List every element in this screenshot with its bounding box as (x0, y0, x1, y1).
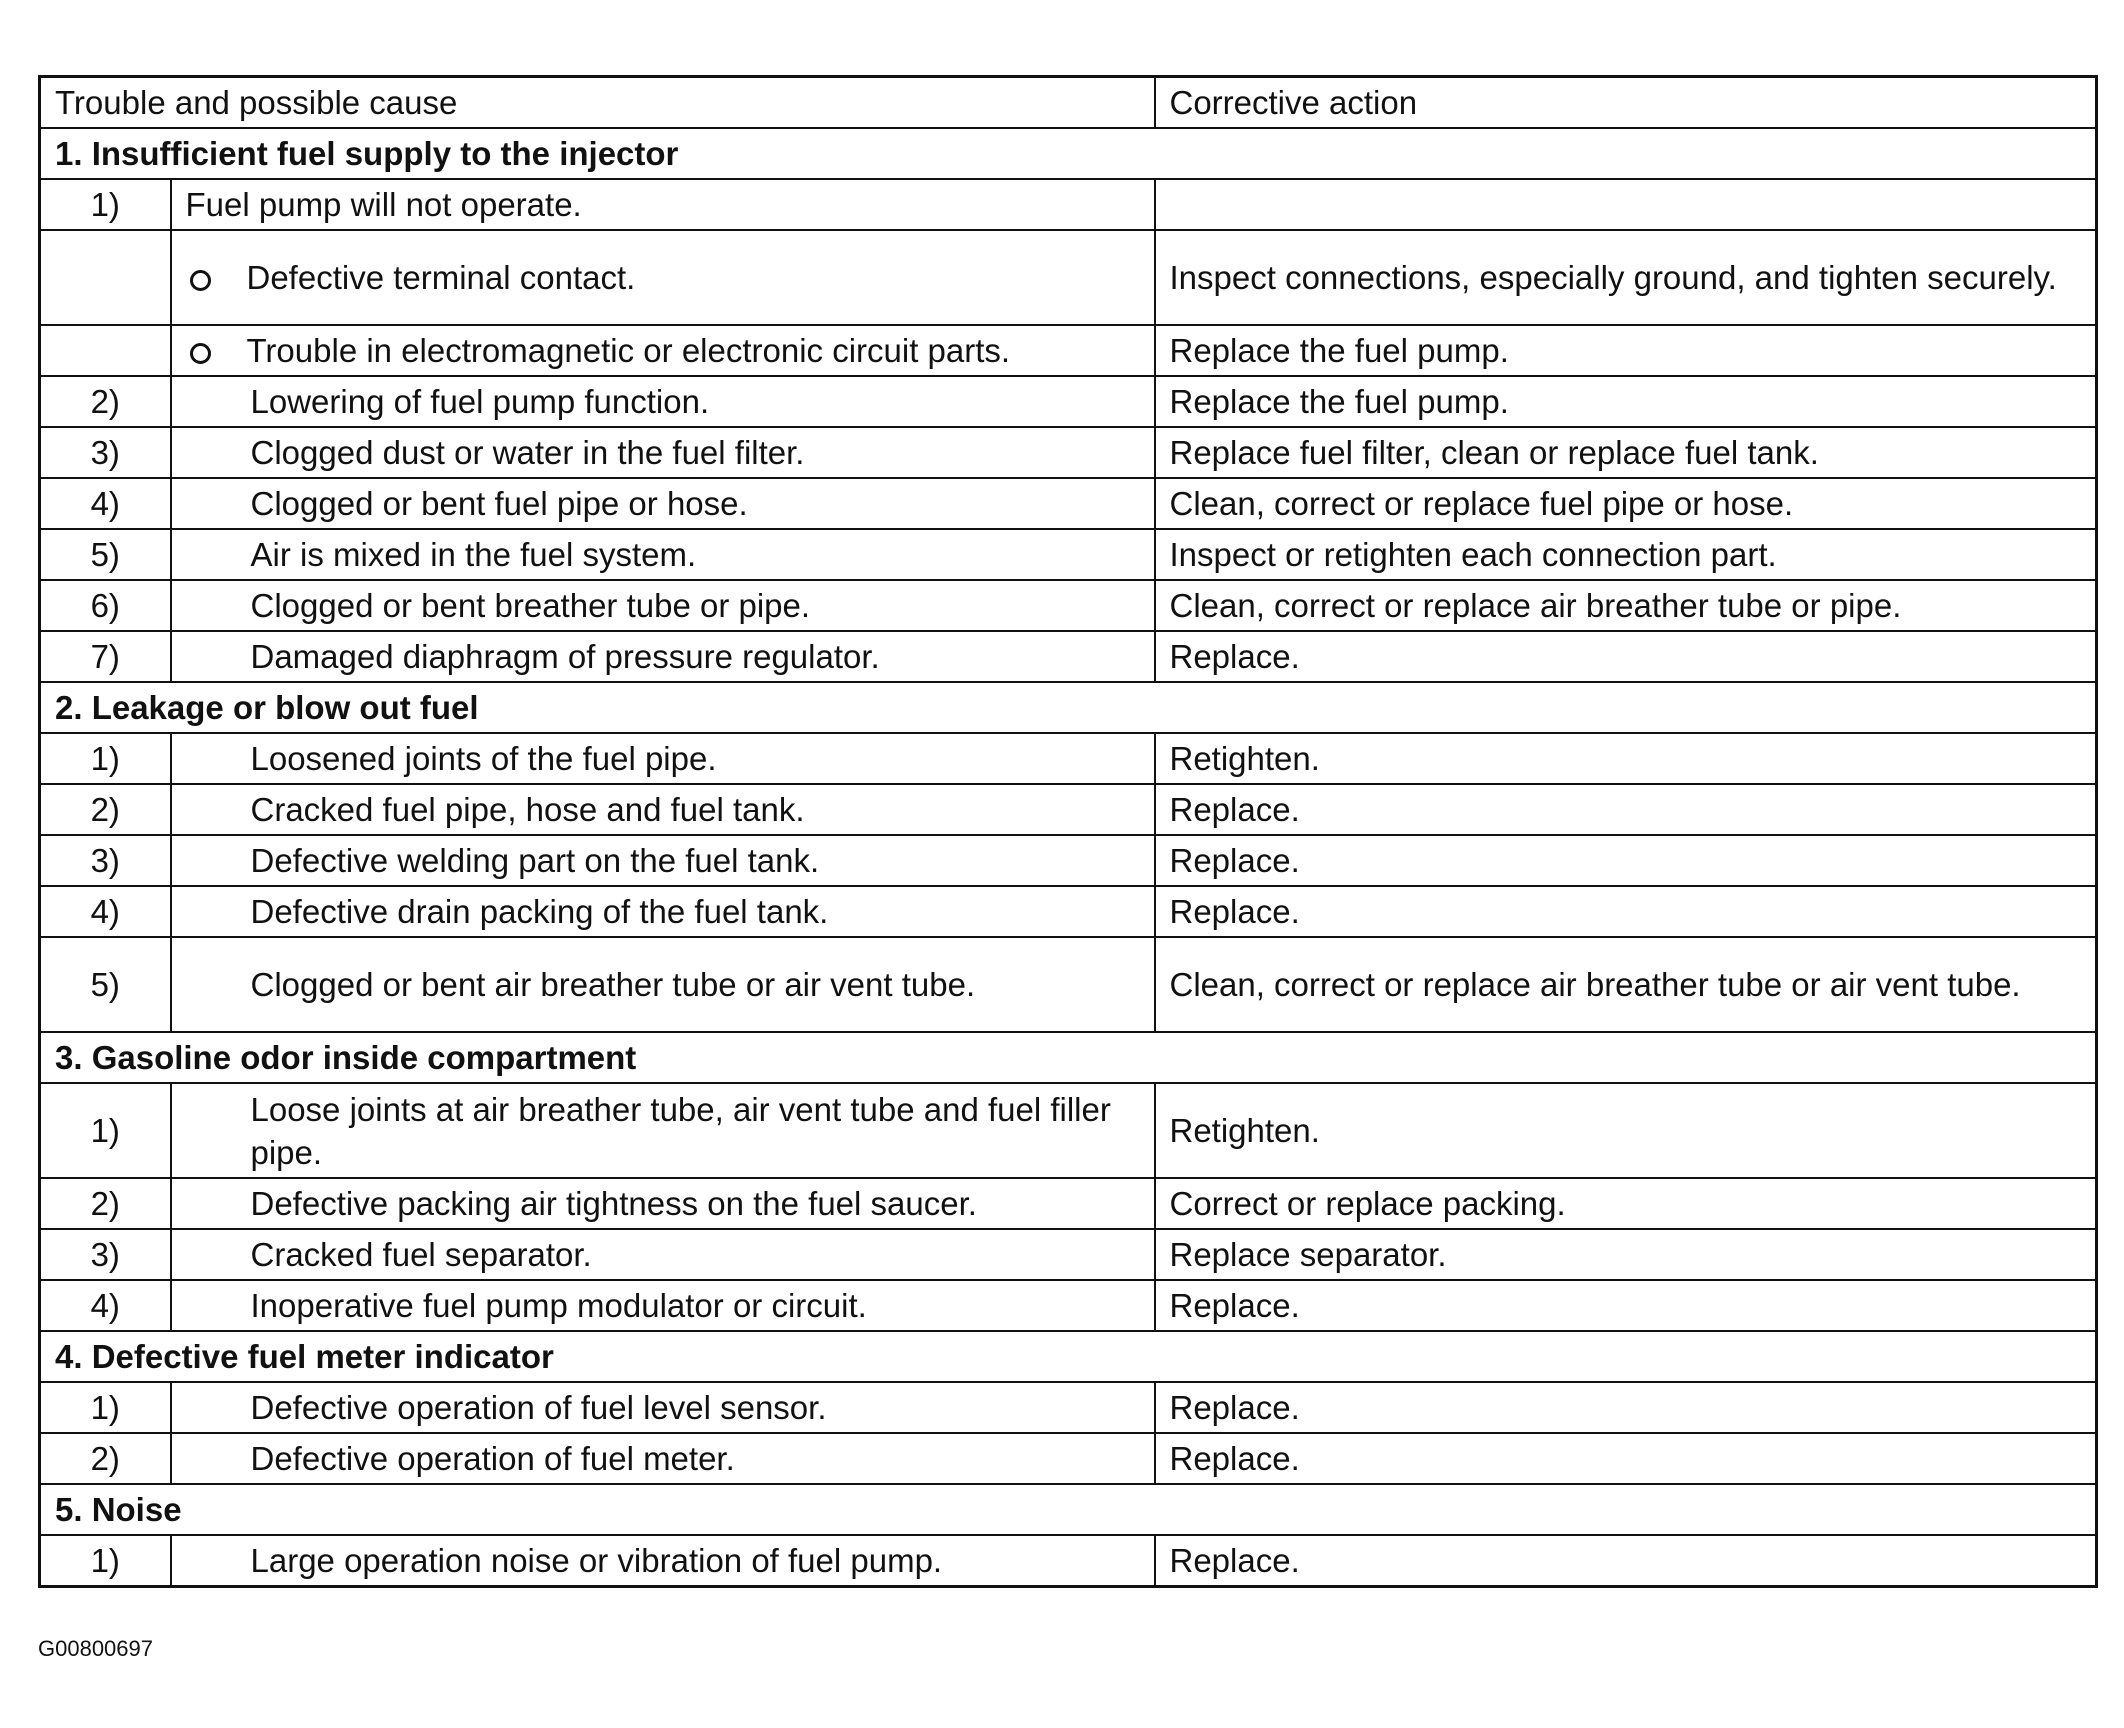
row-number: 6) (40, 580, 171, 631)
table-row (40, 427, 2097, 478)
header-action: Corrective action (1155, 77, 2097, 129)
action-cell: Replace. (1155, 1382, 2097, 1433)
action-cell: Retighten. (1155, 733, 2097, 784)
table-row (40, 376, 2097, 427)
action-cell: Clean, correct or replace fuel pipe or hose. (1155, 478, 2097, 529)
table-row (40, 325, 2097, 376)
table-row (40, 1083, 2097, 1178)
row-number (40, 230, 171, 325)
action-cell: Inspect or retighten each connection part. (1155, 529, 2097, 580)
row-number: 2) (40, 1178, 171, 1229)
row-number: 1) (40, 1535, 171, 1587)
cause-cell: Loose joints at air breather tube, air vent tube and fuel filler pipe. (171, 1083, 1155, 1178)
section-row (40, 128, 2097, 179)
row-number: 3) (40, 835, 171, 886)
table-row (40, 478, 2097, 529)
row-number: 7) (40, 631, 171, 682)
action-cell: Replace the fuel pump. (1155, 325, 2097, 376)
cause-cell (171, 325, 1155, 376)
section-row (40, 1331, 2097, 1382)
cause-cell: Large operation noise or vibration of fuel pump. (171, 1535, 1155, 1587)
row-number: 1) (40, 733, 171, 784)
cause-cell: Cracked fuel pipe, hose and fuel tank. (171, 784, 1155, 835)
table-row (40, 784, 2097, 835)
table-row (40, 1535, 2097, 1587)
cause-cell: Fuel pump will not operate. (171, 179, 1155, 230)
row-number: 2) (40, 784, 171, 835)
table-row (40, 1433, 2097, 1484)
section-row (40, 1484, 2097, 1535)
row-number: 3) (40, 427, 171, 478)
cause-cell: Defective welding part on the fuel tank. (171, 835, 1155, 886)
row-number (40, 325, 171, 376)
action-cell: Inspect connections, especially ground, and tighten securely. (1155, 230, 2097, 325)
action-cell: Replace. (1155, 1535, 2097, 1587)
row-number: 2) (40, 376, 171, 427)
action-cell: Replace. (1155, 631, 2097, 682)
cause-cell: Damaged diaphragm of pressure regulator. (171, 631, 1155, 682)
cause-cell: Clogged or bent fuel pipe or hose. (171, 478, 1155, 529)
row-number: 3) (40, 1229, 171, 1280)
action-cell: Retighten. (1155, 1083, 2097, 1178)
action-cell: Correct or replace packing. (1155, 1178, 2097, 1229)
header-cause: Trouble and possible cause (40, 77, 1155, 129)
action-cell: Replace separator. (1155, 1229, 2097, 1280)
action-cell: Replace. (1155, 1280, 2097, 1331)
cause-cell: Defective packing air tightness on the fuel saucer. (171, 1178, 1155, 1229)
table-row (40, 1382, 2097, 1433)
action-cell: Replace. (1155, 1433, 2097, 1484)
table-row (40, 230, 2097, 325)
action-cell: Replace. (1155, 886, 2097, 937)
cause-cell: Defective drain packing of the fuel tank. (171, 886, 1155, 937)
action-cell: Clean, correct or replace air breather tube or pipe. (1155, 580, 2097, 631)
section-title: 5. Noise (40, 1484, 2097, 1535)
table-row (40, 937, 2097, 1032)
circle-bullet-icon (190, 343, 211, 364)
troubleshooting-table (38, 75, 2098, 1588)
table-header-row (40, 77, 2097, 129)
cause-cell: Clogged or bent air breather tube or air vent tube. (171, 937, 1155, 1032)
row-number: 4) (40, 1280, 171, 1331)
row-number: 1) (40, 179, 171, 230)
section-title: 2. Leakage or blow out fuel (40, 682, 2097, 733)
row-number: 2) (40, 1433, 171, 1484)
cause-cell: Air is mixed in the fuel system. (171, 529, 1155, 580)
action-cell: Replace fuel filter, clean or replace fuel tank. (1155, 427, 2097, 478)
table-row (40, 179, 2097, 230)
section-row (40, 682, 2097, 733)
row-number: 1) (40, 1083, 171, 1178)
cause-cell: Defective operation of fuel level sensor. (171, 1382, 1155, 1433)
table-row (40, 886, 2097, 937)
cause-text: Defective terminal contact. (246, 259, 636, 296)
cause-cell: Clogged or bent breather tube or pipe. (171, 580, 1155, 631)
row-number: 1) (40, 1382, 171, 1433)
action-cell: Replace. (1155, 784, 2097, 835)
cause-cell: Clogged dust or water in the fuel filter. (171, 427, 1155, 478)
action-cell: Clean, correct or replace air breather tube or air vent tube. (1155, 937, 2097, 1032)
cause-cell (171, 230, 1155, 325)
action-cell: Replace the fuel pump. (1155, 376, 2097, 427)
table-row (40, 835, 2097, 886)
circle-bullet-icon (190, 270, 211, 291)
section-row (40, 1032, 2097, 1083)
section-title: 1. Insufficient fuel supply to the injector (40, 128, 2097, 179)
table-row (40, 529, 2097, 580)
table-row (40, 1178, 2097, 1229)
table-row (40, 1280, 2097, 1331)
cause-cell: Cracked fuel separator. (171, 1229, 1155, 1280)
cause-cell: Defective operation of fuel meter. (171, 1433, 1155, 1484)
table-row (40, 631, 2097, 682)
cause-text: Trouble in electromagnetic or electronic circuit parts. (246, 332, 1011, 369)
cause-cell: Inoperative fuel pump modulator or circuit. (171, 1280, 1155, 1331)
table-row (40, 580, 2097, 631)
table-body (40, 77, 2097, 1587)
row-number: 5) (40, 529, 171, 580)
section-title: 4. Defective fuel meter indicator (40, 1331, 2097, 1382)
row-number: 4) (40, 478, 171, 529)
row-number: 4) (40, 886, 171, 937)
cause-cell: Lowering of fuel pump function. (171, 376, 1155, 427)
row-number: 5) (40, 937, 171, 1032)
section-title: 3. Gasoline odor inside compartment (40, 1032, 2097, 1083)
table-row (40, 1229, 2097, 1280)
action-cell (1155, 179, 2097, 230)
figure-code: G00800697 (38, 1636, 153, 1661)
action-cell: Replace. (1155, 835, 2097, 886)
cause-cell: Loosened joints of the fuel pipe. (171, 733, 1155, 784)
table-row (40, 733, 2097, 784)
